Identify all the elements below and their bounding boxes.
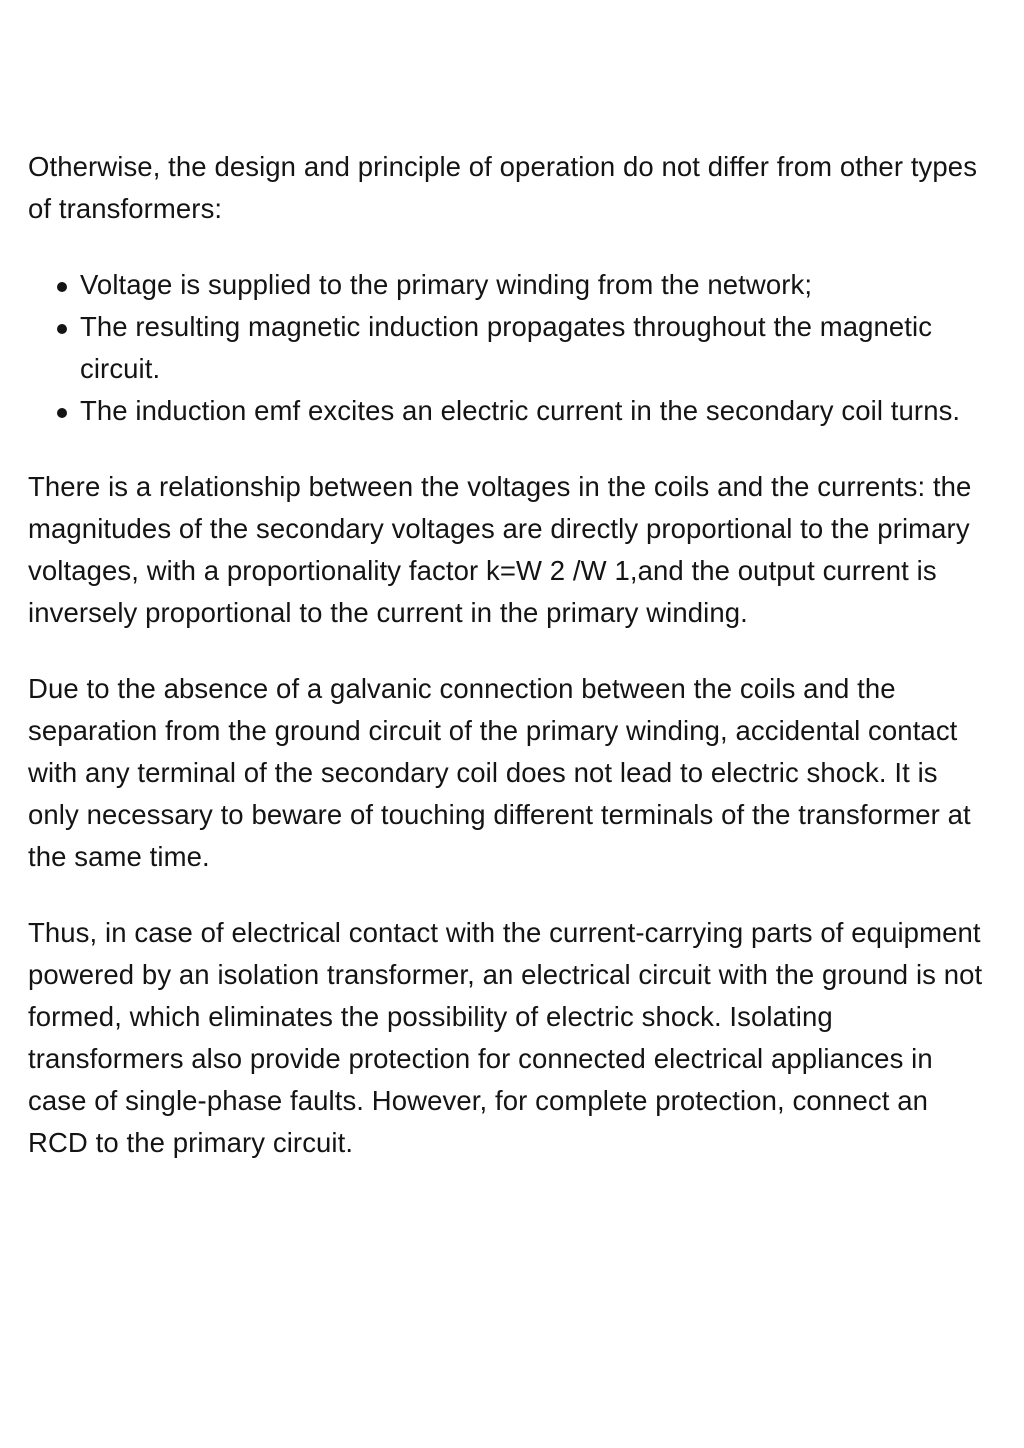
list-item (28, 264, 988, 306)
list-item-text: Voltage is supplied to the primary winding from the network; (80, 269, 813, 300)
intro-paragraph: Otherwise, the design and principle of operation do not differ from other types of transformers: (28, 151, 978, 224)
bullet-icon (57, 282, 67, 292)
bullet-icon (57, 408, 67, 418)
document-page (28, 146, 988, 1198)
list-item (28, 306, 988, 390)
voltage-relationship-paragraph: There is a relationship between the voltages in the coils and the currents: the magnitudes of the secondary voltages are directly proportional to the primary voltages, with a proportionality factor k=W 2 /W 1,and the output current is inversely proportional to the current in the primary winding. (28, 471, 972, 628)
list-item-text: The induction emf excites an electric current in the secondary coil turns. (80, 395, 961, 426)
list-item (28, 390, 988, 432)
bullet-icon (57, 324, 67, 334)
list-item-text: The resulting magnetic induction propagates throughout the magnetic circuit. (80, 311, 933, 384)
galvanic-isolation-paragraph: Due to the absence of a galvanic connection between the coils and the separation from the ground circuit of the primary winding, accidental contact with any terminal of the secondary coil does not lead to electric shock. It is only necessary to beware of touching different terminals of the transformer at the same time. (28, 673, 971, 872)
protection-paragraph: Thus, in case of electrical contact with the current-carrying parts of equipment powered by an isolation transformer, an electrical circuit with the ground is not formed, which eliminates the possibility of electric shock. Isolating transformers also provide protection for connected electrical appliances in case of single-phase faults. However, for complete protection, connect an RCD to the primary circuit. (28, 917, 983, 1158)
operation-steps-list (28, 264, 988, 432)
